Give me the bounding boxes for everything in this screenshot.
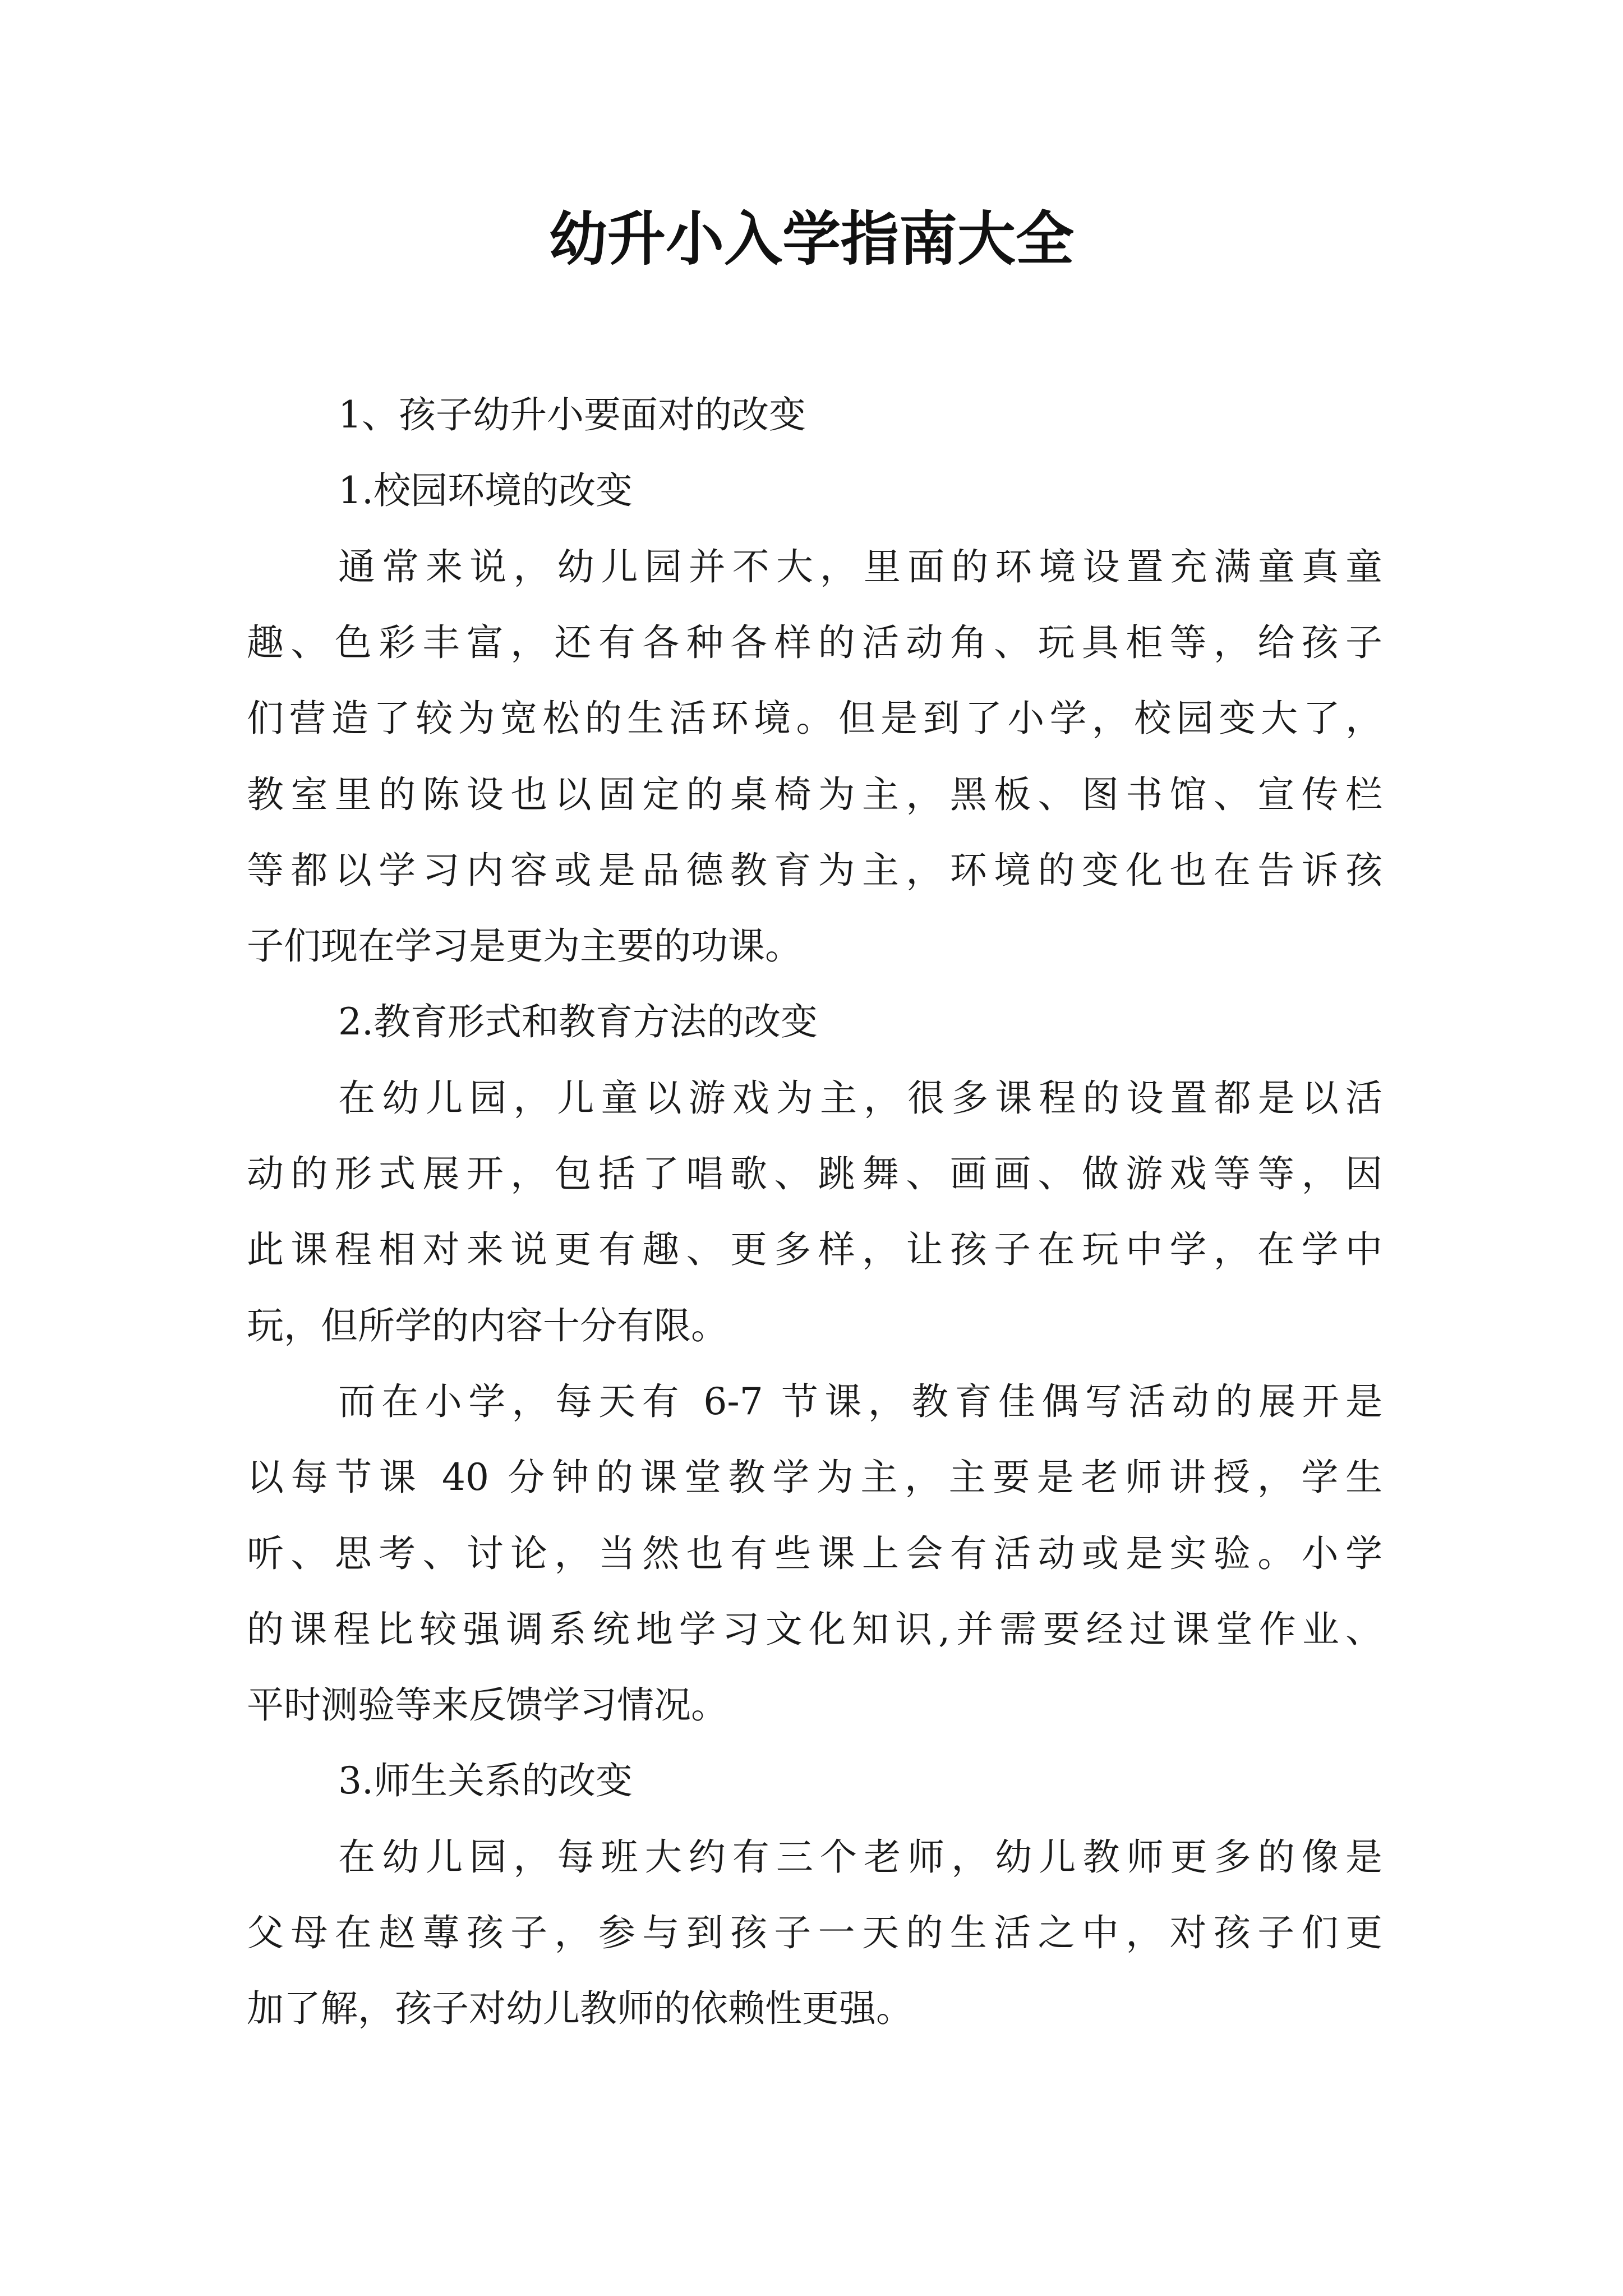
paragraph-line: 加了解，孩子对幼儿教师的依赖性更强。: [247, 1987, 913, 2030]
paragraph-line: 教室里的陈设也以固定的桌椅为主，黑板、图书馆、宣传栏: [247, 773, 1382, 816]
paragraph-line: 而在小学，每天有 6-7 节课，教育佳偶写活动的展开是: [338, 1380, 1382, 1423]
paragraph-line: 此课程相对来说更有趣、更多样，让孩子在玩中学，在学中: [247, 1228, 1382, 1271]
paragraph-line: 玩，但所学的内容十分有限。: [247, 1304, 728, 1347]
heading-line: 1.校园环境的改变: [338, 469, 633, 512]
paragraph-line: 父母在赵蓴孩子，参与到孩子一天的生活之中，对孩子们更: [247, 1911, 1382, 1954]
paragraph-line: 听、思考、讨论，当然也有些课上会有活动或是实验。小学: [247, 1532, 1382, 1575]
document-title: 幼升小入学指南大全: [548, 204, 1074, 273]
paragraph-line: 们营造了较为宽松的生活环境。但是到了小学，校园变大了，: [247, 697, 1382, 740]
heading-line: 1、孩子幼升小要面对的改变: [338, 393, 806, 436]
paragraph-line: 子们现在学习是更为主要的功课。: [247, 924, 802, 968]
paragraph-line: 等都以学习内容或是品德教育为主，环境的变化也在告诉孩: [247, 849, 1382, 892]
paragraph-line: 在幼儿园，儿童以游戏为主，很多课程的设置都是以活: [338, 1076, 1382, 1120]
paragraph-line: 的课程比较强调系统地学习文化知识,并需要经过课堂作业、: [247, 1608, 1382, 1651]
heading-line: 2.教育形式和教育方法的改变: [338, 1000, 818, 1043]
paragraph-line: 以每节课 40 分钟的课堂教学为主，主要是老师讲授，学生: [247, 1456, 1382, 1499]
paragraph-line: 平时测验等来反馈学习情况。: [247, 1683, 728, 1727]
paragraph-line: 趣、色彩丰富，还有各种各样的活动角、玩具柜等，给孩子: [247, 621, 1382, 664]
paragraph-line: 通常来说，幼儿园并不大，里面的环境设置充满童真童: [338, 545, 1382, 588]
heading-line: 3.师生关系的改变: [338, 1759, 633, 1802]
paragraph-line: 在幼儿园，每班大约有三个老师，幼儿教师更多的像是: [338, 1835, 1382, 1879]
paragraph-line: 动的形式展开，包括了唱歌、跳舞、画画、做游戏等等，因: [247, 1152, 1382, 1195]
